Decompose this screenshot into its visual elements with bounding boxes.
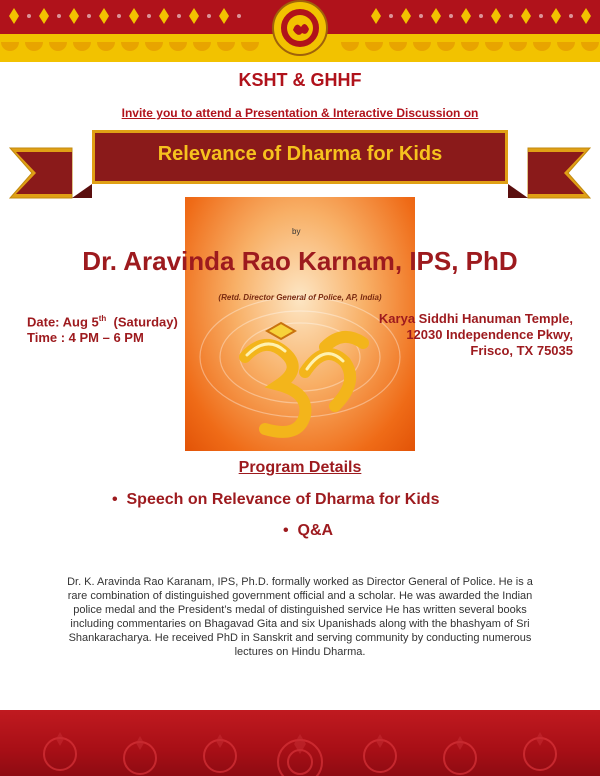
speaker-designation: (Retd. Director General of Police, AP, India) <box>218 293 382 302</box>
speaker-bio: Dr. K. Aravinda Rao Karanam, IPS, Ph.D. formally worked as Director General of Police. He is a rare combination of distinguished government official and a scholar. He was awarded the Indian police medal and the President’s medal of distinguished service He has written several books including commentaries on Bhagavad Gita and six Upanishads along with the bhashyam of Sri Shankaracharya. He received PhD in Sanskrit and serving community by conducting numerous lectures on Hindu Dharma. <box>67 576 533 658</box>
event-time: Time : 4 PM – 6 PM <box>27 330 144 346</box>
bottom-border-pattern <box>0 710 600 776</box>
top-decorative-border <box>0 0 600 62</box>
program-details-heading: Program Details <box>238 459 362 476</box>
organizers-title: KSHT & GHHF <box>238 70 362 90</box>
event-date: Date: Aug 5th (Saturday) <box>27 314 178 330</box>
temple-emblem-logo <box>270 0 330 58</box>
venue-line: Frisco, TX 75035 <box>470 343 573 358</box>
list-item: • Speech on Relevance of Dharma for Kids <box>112 491 440 508</box>
by-label: by <box>292 227 301 236</box>
bottom-decorative-border <box>0 710 600 776</box>
date-time-block <box>27 311 178 346</box>
speaker-name: Dr. Aravinda Rao Karnam, IPS, PhD <box>82 246 518 276</box>
list-item: • Q&A <box>283 522 334 539</box>
venue-address <box>379 311 573 359</box>
event-title: Relevance of Dharma for Kids <box>157 143 443 165</box>
invitation-line: Invite you to attend a Presentation & Interactive Discussion on <box>121 106 479 120</box>
venue-line: Karya Siddhi Hanuman Temple, <box>378 311 573 326</box>
venue-line: 12030 Independence Pkwy, <box>406 327 573 342</box>
